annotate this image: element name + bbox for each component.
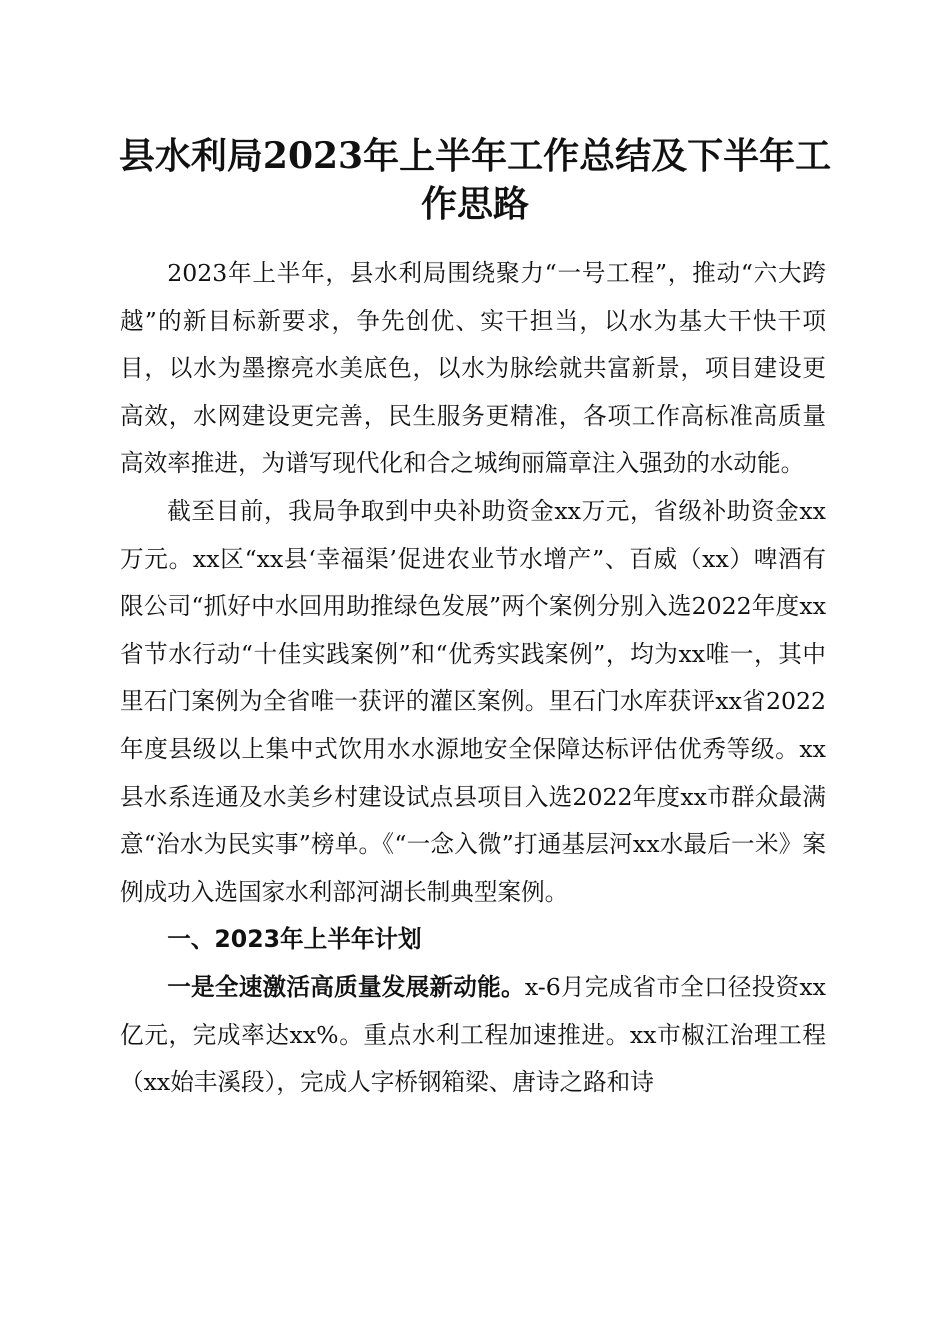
document-title: 县水利局2023年上半年工作总结及下半年工作思路 <box>118 135 832 225</box>
section-paragraph <box>120 964 826 1107</box>
section-paragraph-text: x-6月完成省市全口径投资xx亿元，完成率达xx%。重点水利工程加速推进。xx市椒江治理工程（xx始丰溪段），完成人字桥钢箱梁、唐诗之路和诗 <box>120 972 826 1097</box>
document-body <box>120 250 826 1107</box>
section-heading: 一、2023年上半年计划 <box>167 925 422 954</box>
achievements-paragraph: 截至目前，我局争取到中央补助资金xx万元，省级补助资金xx万元。xx区“xx县‘幸福渠’促进农业节水增产”、百威（xx）啤酒有限公司“抓好中水回用助推绿色发展”两个案例分别入选2022年度xx省节水行动“十佳实践案例”和“优秀实践案例”，均为xx唯一，其中里石门案例为全省唯一获评的灌区案例。里石门水库获评xx省2022年度县级以上集中式饮用水水源地安全保障达标评估优秀等级。xx县水系连通及水美乡村建设试点县项目入选2022年度xx市群众最满意“治水为民实事”榜单。《“一念入微”打通基层河xx水最后一米》案例成功入选国家水利部河湖长制典型案例。 <box>120 496 826 906</box>
section-paragraph-lead: 一是全速激活高质量发展新动能。 <box>167 972 525 1001</box>
intro-paragraph: 2023年上半年，县水利局围绕聚力“一号工程”，推动“六大跨越”的新目标新要求，争先创优、实干担当，以水为基大干快干项目，以水为墨擦亮水美底色，以水为脉绘就共富新景，项目建设更高效，水网建设更完善，民生服务更精准，各项工作高标准高质量高效率推进，为谱写现代化和合之城绚丽篇章注入强劲的水动能。 <box>120 259 826 478</box>
